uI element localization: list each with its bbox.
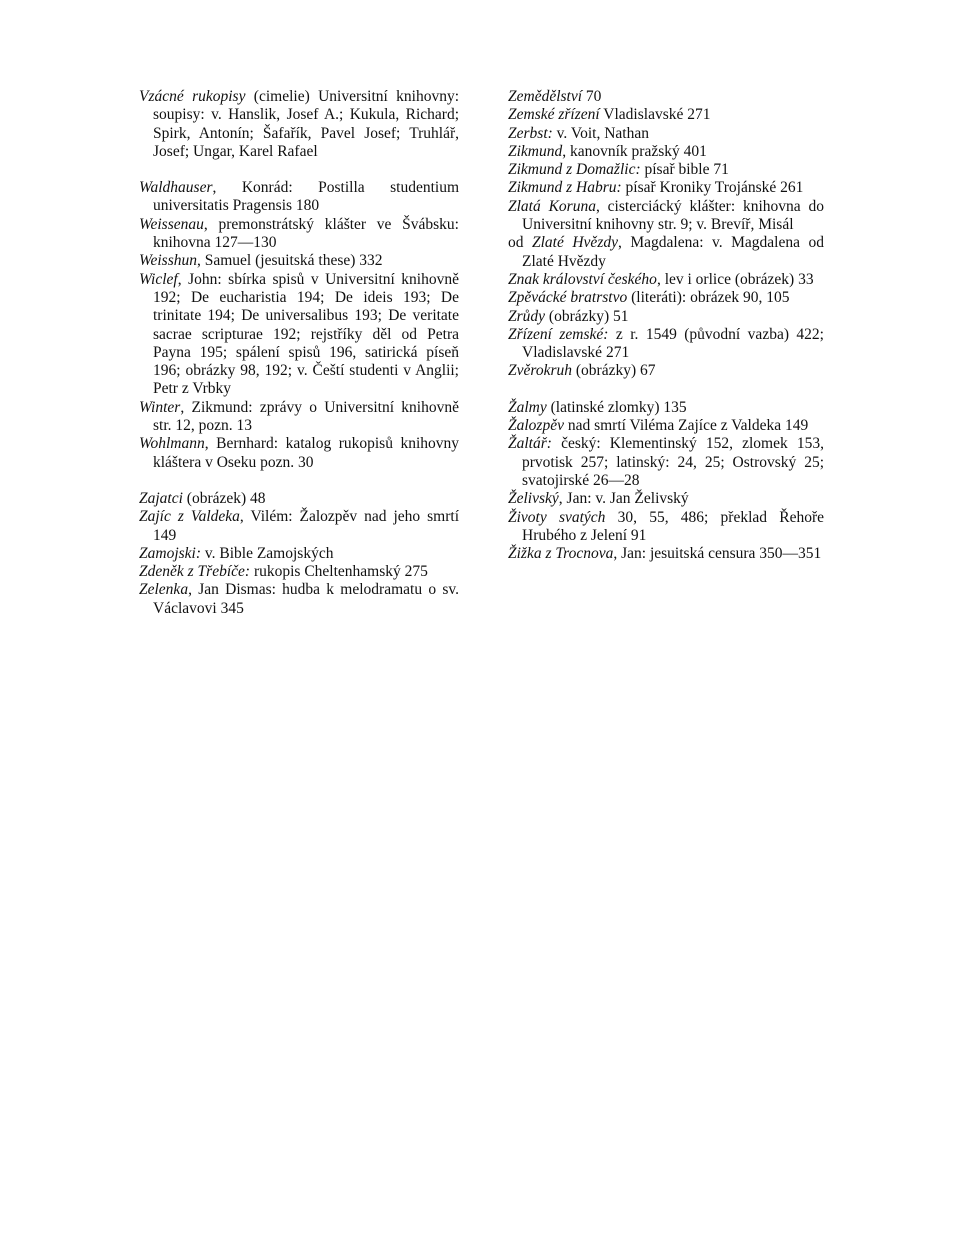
index-entry — [139, 490, 459, 508]
entry-term: Wohlmann — [139, 435, 205, 453]
index-entry — [508, 509, 824, 546]
entry-term: Zikmund z Habru: — [508, 179, 622, 197]
entry-term: Zpěvácké bratrstvo — [508, 289, 628, 307]
entry-text: , John: sbírka spisů v Universitní knihovně 192; De eucharistia 194; De ideis 193; De trinitate 194; De universalibus 193; De veritate sacrae scripturae 192; rejstříky děl od Petra Payna 195; spálení spisů 196, satirická píseň 196; obrázky 98, 192; v. Čeští studenti v Anglii; Petr z Vrbky — [153, 270, 459, 398]
entry-text: , cisterciácký klášter: knihovna do Universitní knihovny str. 9; v. Brevíř, Misál — [522, 197, 824, 234]
index-entry — [508, 143, 824, 161]
index-entry — [139, 399, 459, 436]
index-entry — [508, 179, 824, 197]
entry-term: Zemské zřízení — [508, 106, 600, 124]
index-entry — [139, 252, 459, 270]
entry-term: Zlaté Hvězdy — [532, 234, 618, 252]
entry-text: 30, 55, 486; překlad Řehoře Hrubého z Jelení 91 — [522, 508, 824, 544]
index-column-left — [139, 88, 459, 618]
entry-term: Zajatci — [139, 489, 183, 507]
entry-text: v. Voit, Nathan — [552, 124, 649, 142]
index-entry — [508, 88, 824, 106]
entry-term: Životy svatých — [508, 508, 606, 526]
index-entry — [508, 125, 824, 143]
index-entry — [508, 362, 824, 380]
entry-text: (latinské zlomky) 135 — [546, 398, 687, 416]
entry-text: písař bible 71 — [640, 161, 729, 179]
entry-text: písař Kroniky Trojánské 261 — [621, 179, 804, 197]
index-entry — [139, 179, 459, 216]
entry-term: Zřízení zemské: — [508, 325, 609, 343]
index-entry — [508, 106, 824, 124]
entry-text: , kanovník pražský 401 — [562, 142, 707, 160]
index-entry — [139, 545, 459, 563]
entry-term: Zemědělství — [508, 88, 583, 105]
entry-term: Waldhauser — [139, 179, 213, 197]
entry-text: , Jan: jesuitská censura 350—351 — [613, 545, 822, 563]
index-entry — [139, 216, 459, 253]
entry-term: Vzácné rukopisy — [139, 88, 246, 105]
index-entry — [508, 161, 824, 179]
entry-term: Zikmund — [508, 142, 563, 160]
index-entry — [139, 88, 459, 161]
entry-term: Žalozpěv — [508, 417, 564, 435]
index-entry — [508, 326, 824, 363]
entry-text: , premonstrátský klášter ve Švábsku: knihovna 127—130 — [153, 215, 459, 252]
index-entry — [139, 508, 459, 545]
entry-term: Zamojski: — [139, 544, 201, 562]
entry-text: , Magdalena: v. Magdalena od Zlaté Hvězdy — [522, 234, 824, 270]
entry-term: Zajíc z Valdeka — [139, 508, 240, 526]
entry-text: (obrázky) 51 — [545, 307, 629, 325]
entry-text: Vladislavské 271 — [599, 106, 711, 124]
index-entry — [139, 563, 459, 581]
entry-text: , Vilém: Žalozpěv nad jeho smrtí 149 — [153, 508, 459, 544]
entry-text: v. Bible Zamojských — [201, 544, 334, 562]
entry-text: , Zikmund: zprávy o Universitní knihovně str. 12, pozn. 13 — [153, 398, 459, 435]
entry-text: , Jan Dismas: hudba k melodramatu o sv. Václavovi 345 — [153, 581, 459, 617]
entry-term: Želivský — [508, 490, 559, 508]
index-entry — [508, 198, 824, 235]
entry-term: Zvěrokruh — [508, 362, 572, 380]
entry-text: , Samuel (jesuitská these) 332 — [197, 252, 383, 270]
entry-text: rukopis Cheltenhamský 275 — [250, 563, 428, 581]
entry-term: Zelenka — [139, 581, 189, 599]
index-entry — [139, 581, 459, 618]
entry-text: , Bernhard: katalog rukopisů knihovny kláštera v Oseku pozn. 30 — [153, 435, 459, 471]
index-entry — [508, 545, 824, 563]
entry-term: Žaltář: — [508, 435, 552, 453]
index-entry — [508, 308, 824, 326]
entry-term: Znak království českého — [508, 270, 657, 288]
entry-text: (literáti): obrázek 90, 105 — [627, 289, 790, 307]
entry-text: 70 — [582, 88, 602, 105]
entry-term: Žižka z Trocnova — [508, 545, 614, 563]
entry-text: (obrázky) 67 — [572, 362, 656, 380]
index-entry — [508, 435, 824, 490]
entry-term: Zrůdy — [508, 307, 546, 325]
entry-term: Žalmy — [508, 398, 547, 416]
entry-text: (cimelie) Universitní knihovny: soupisy: v. Hanslik, Josef A.; Kukula, Richard; Spirk, Antonín; Šafařík, Pavel Josef; Truhlář, Josef; Ungar, Karel Rafael — [153, 88, 459, 160]
entry-term: Weissenau — [139, 215, 204, 233]
entry-term: Zlatá Koruna — [508, 197, 596, 215]
index-entry — [508, 417, 824, 435]
entry-text: český: Klementinský 152, zlomek 153, prvotisk 257; latinský: 24, 25; Ostrovský 25; svatojirské 26—28 — [522, 435, 824, 489]
index-entry — [508, 490, 824, 508]
index-entry — [139, 435, 459, 472]
entry-term: Zikmund z Domažlic: — [508, 161, 641, 179]
entry-term: Winter — [139, 398, 181, 416]
index-entry — [508, 399, 824, 417]
entry-text: nad smrtí Viléma Zajíce z Valdeka 149 — [563, 417, 809, 435]
entry-text: z r. 1549 (původní vazba) 422; Vladislavské 271 — [522, 325, 824, 362]
entry-term: Zdeněk z Třebíče: — [139, 563, 251, 581]
entry-text: (obrázek) 48 — [182, 489, 266, 507]
entry-term: Zerbst: — [508, 124, 553, 142]
index-entry — [139, 271, 459, 399]
entry-prefix: od — [508, 234, 532, 252]
index-column-right — [508, 88, 824, 563]
index-entry — [508, 234, 824, 271]
index-entry — [508, 271, 824, 289]
entry-text: , Jan: v. Jan Želivský — [558, 490, 689, 508]
entry-term: Weisshun — [139, 252, 197, 270]
entry-term: Wiclef — [139, 270, 178, 288]
entry-text: , Konrád: Postilla studentium universitatis Pragensis 180 — [153, 179, 459, 215]
entry-text: , lev i orlice (obrázek) 33 — [656, 270, 814, 288]
index-entry — [508, 289, 824, 307]
